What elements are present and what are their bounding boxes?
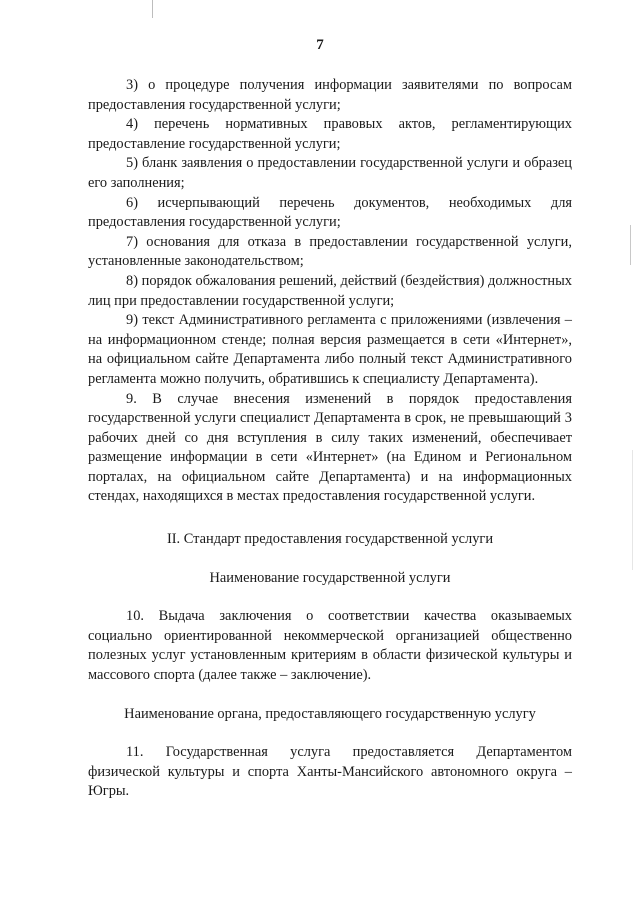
page-number: 7	[316, 37, 324, 53]
subheading-authority-name: Наименование органа, предоставляющего государственную услугу	[124, 705, 536, 722]
list-item: 5) бланк заявления о предоставлении государственной услуги и образец его заполнения;	[88, 155, 572, 191]
clause-11: 11. Государственная услуга предоставляется Департаментом физической культуры и спорта Ханты-Мансийского автономного округа – Югры.	[88, 744, 572, 800]
list-item: 6) исчерпывающий перечень документов, необходимых для предоставления государственной услуги;	[88, 194, 572, 231]
clause-9: 9. В случае внесения изменений в порядок предоставления государственной услуги специалист Департамента в срок, не превышающий 3 рабочих дней со дня вступления в силу таких изменений, обеспечивает размещение информации в сети «Интернет» (на Едином и Региональном порталах, на официальном сайте Департамента) и на информационных стендах, находящихся в местах предоставления государственной услуги.	[88, 390, 572, 505]
scan-artifact	[630, 225, 631, 265]
scan-artifact	[152, 0, 153, 18]
list-item: 8) порядок обжалования решений, действий (бездействия) должностных лиц при предоставлении государственной услуги;	[88, 272, 572, 309]
list-item: 7) основания для отказа в предоставлении государственной услуги, установленные законодательством;	[88, 233, 572, 270]
list-item: 3) о процедуре получения информации заявителями по вопросам предоставления государственной услуги;	[88, 77, 572, 113]
clause-10: 10. Выдача заключения о соответствии качества оказываемых социально ориентированной некоммерческой организацией общественно полезных услуг установленным критериям в области физической культуры и массового спорта (далее также – заключение).	[88, 608, 572, 684]
section-heading: II. Стандарт предоставления государственной услуги	[166, 531, 494, 548]
scan-artifact	[632, 450, 633, 570]
list-item: 9) текст Административного регламента с приложениями (извлечения – на информационном стенде; полная версия размещается в сети «Интернет», на официальном сайте Департамента либо полный текст Административного регламента можно получить, обратившись к специалисту Департамента).	[88, 312, 572, 387]
document-body	[88, 76, 572, 802]
list-item: 4) перечень нормативных правовых актов, регламентирующих предоставление государственной услуги;	[88, 116, 572, 152]
subheading-service-name: Наименование государственной услуги	[209, 569, 451, 586]
